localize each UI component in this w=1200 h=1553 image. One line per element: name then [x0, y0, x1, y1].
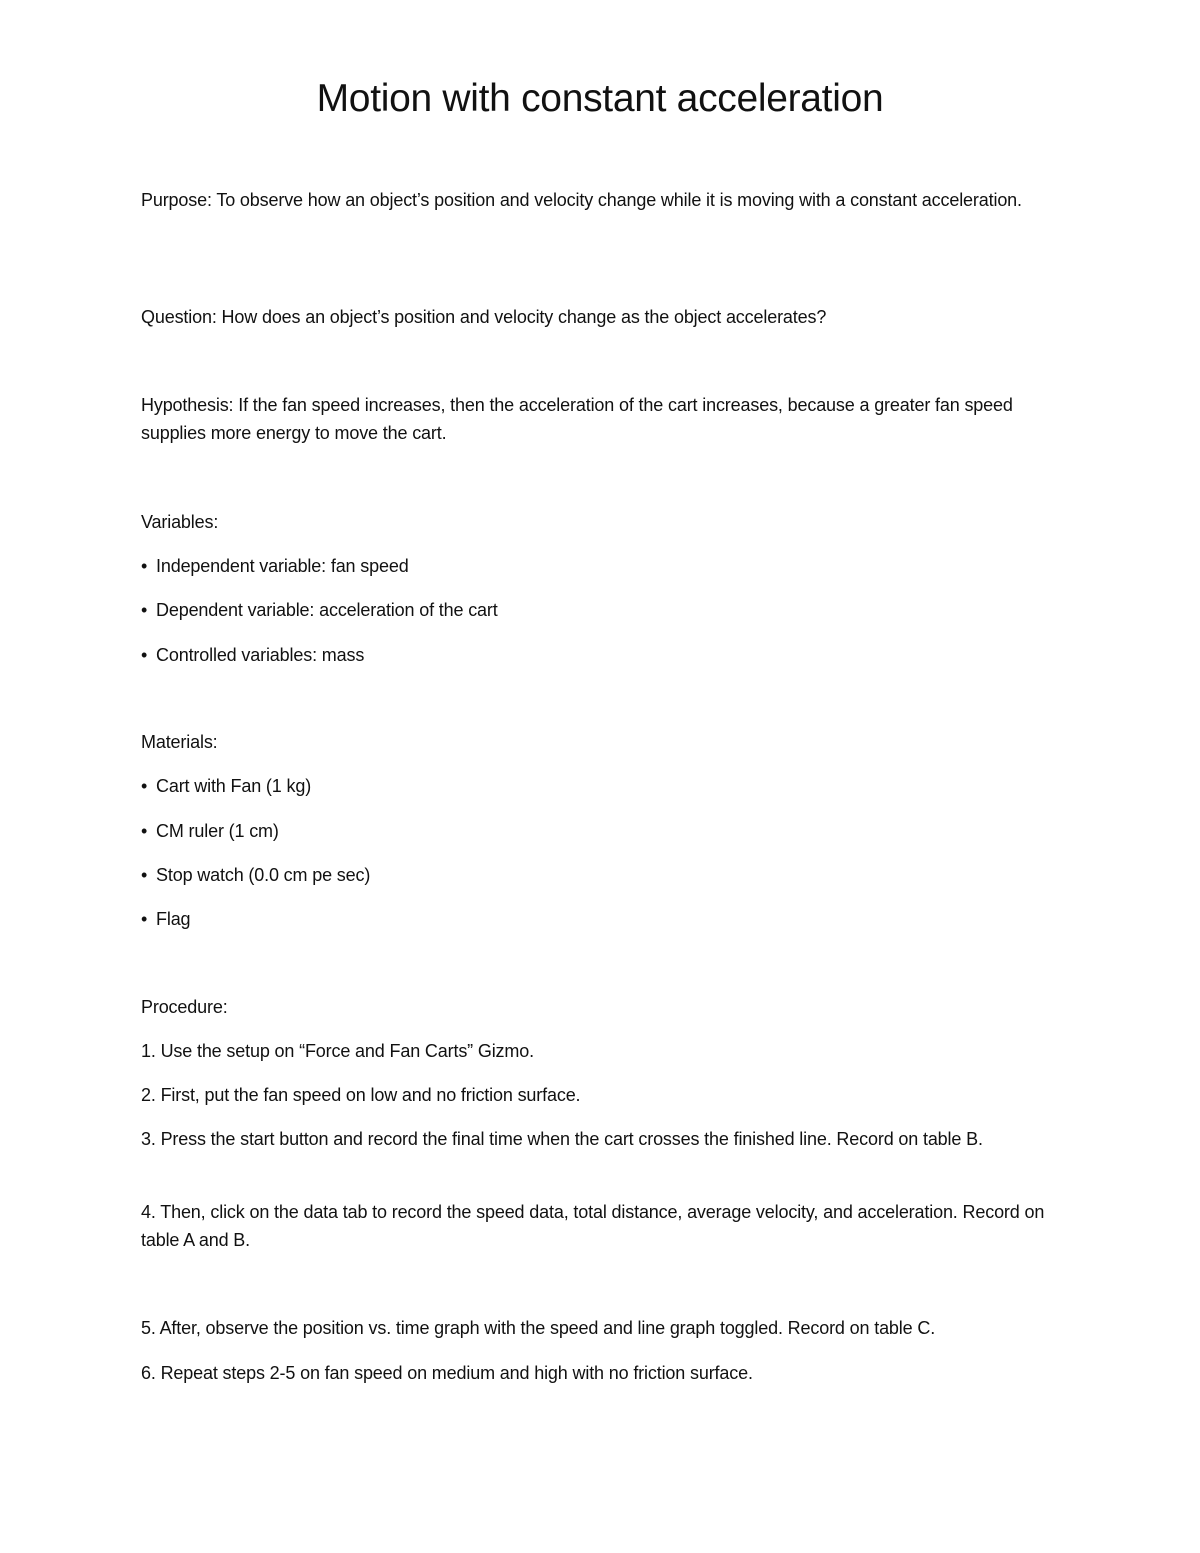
materials-heading: Materials:	[141, 732, 218, 752]
material-item	[141, 772, 1071, 800]
variables-heading: Variables:	[141, 512, 219, 532]
procedure-step: 1. Use the setup on “Force and Fan Carts” Gizmo.	[141, 1041, 534, 1061]
procedure-step: 2. First, put the fan speed on low and no friction surface.	[141, 1085, 581, 1105]
material-item	[141, 905, 1071, 933]
variable-item-text: Controlled variables: mass	[156, 645, 365, 665]
bullet-glyph: •	[141, 909, 148, 929]
procedure-heading: Procedure:	[141, 997, 228, 1017]
procedure-step: 3. Press the start button and record the final time when the cart crosses the finished line. Record on table B.	[141, 1129, 983, 1149]
material-item	[141, 861, 1071, 889]
variable-item	[141, 552, 1071, 580]
bullet-glyph: •	[141, 600, 148, 620]
question-paragraph: Question: How does an object’s position and velocity change as the object accelerates?	[141, 307, 827, 327]
bullet-glyph: •	[141, 776, 148, 796]
procedure-step: 4. Then, click on the data tab to record the speed data, total distance, average velocity, and acceleration. Record on table A and B.	[141, 1202, 1045, 1250]
material-item-text: Stop watch (0.0 cm pe sec)	[156, 865, 371, 885]
variable-item-text: Independent variable: fan speed	[156, 556, 409, 576]
bullet-glyph: •	[141, 556, 148, 576]
material-item-text: Flag	[156, 909, 191, 929]
purpose-paragraph: Purpose: To observe how an object’s position and velocity change while it is moving with a constant acceleration.	[141, 190, 1022, 210]
procedure-step: 6. Repeat steps 2-5 on fan speed on medium and high with no friction surface.	[141, 1363, 753, 1383]
document-title: Motion with constant acceleration	[316, 77, 884, 120]
procedure-step: 5. After, observe the position vs. time graph with the speed and line graph toggled. Record on table C.	[141, 1318, 936, 1338]
variable-item	[141, 596, 1071, 624]
material-item	[141, 817, 1071, 845]
bullet-glyph: •	[141, 865, 148, 885]
variable-item-text: Dependent variable: acceleration of the cart	[156, 600, 498, 620]
bullet-glyph: •	[141, 821, 148, 841]
bullet-glyph: •	[141, 645, 148, 665]
material-item-text: CM ruler (1 cm)	[156, 821, 279, 841]
variable-item	[141, 641, 1071, 669]
hypothesis-paragraph: Hypothesis: If the fan speed increases, then the acceleration of the cart increases, because a greater fan speed supplies more energy to move the cart.	[141, 395, 1013, 443]
material-item-text: Cart with Fan (1 kg)	[156, 776, 312, 796]
